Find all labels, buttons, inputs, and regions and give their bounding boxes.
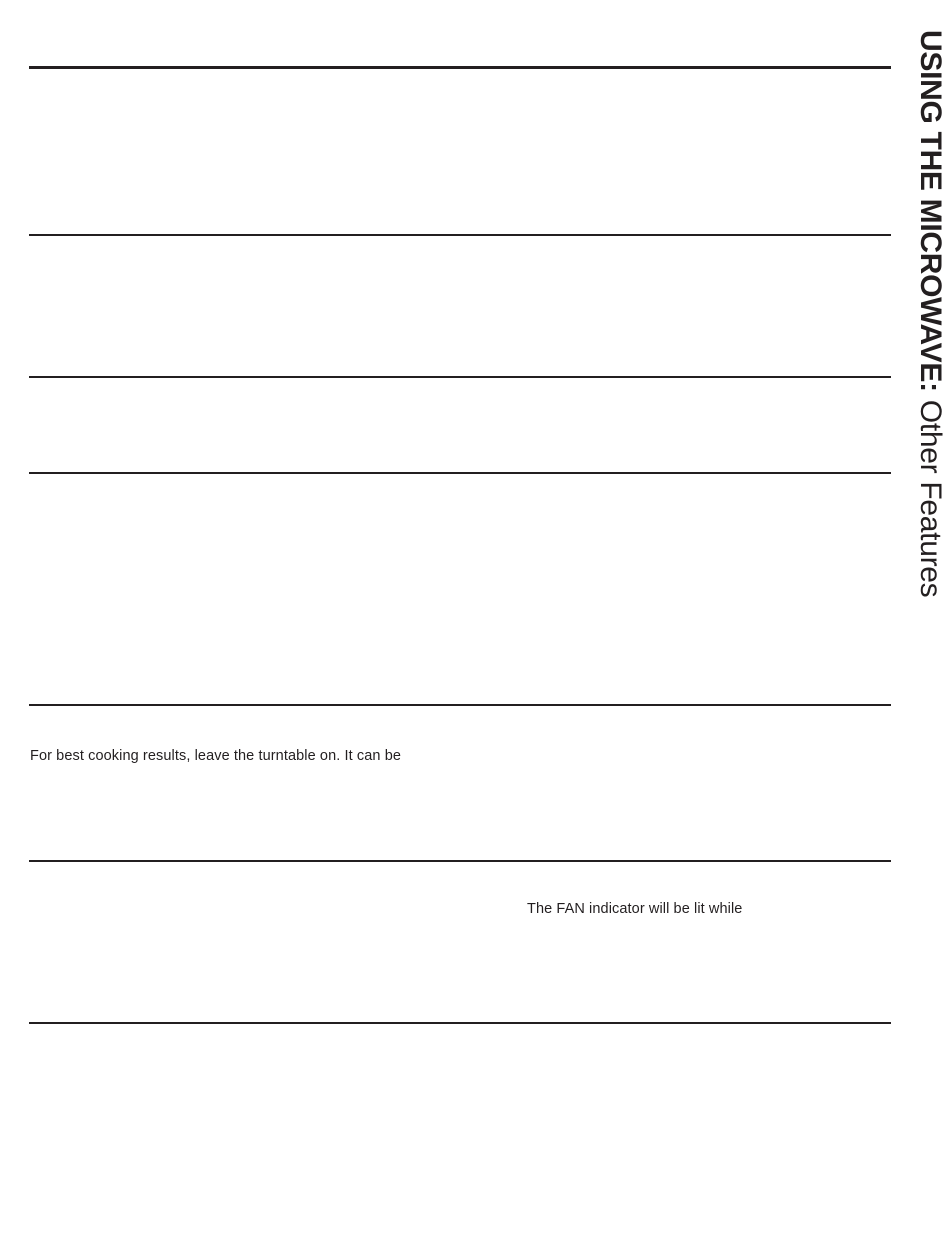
section-divider-top	[29, 66, 891, 69]
side-heading-bold: USING THE MICROWAVE:	[914, 30, 947, 392]
fan-indicator-text: The FAN indicator will be lit while	[527, 901, 743, 917]
section-divider	[29, 472, 891, 474]
turntable-text: For best cooking results, leave the turntable on. It can be	[30, 748, 402, 764]
section-divider	[29, 234, 891, 236]
section-divider	[29, 860, 891, 862]
section-divider	[29, 376, 891, 378]
side-heading-regular: Other Features	[914, 399, 947, 598]
section-divider-bottom	[29, 1022, 891, 1024]
side-heading	[914, 30, 946, 597]
section-divider	[29, 704, 891, 706]
